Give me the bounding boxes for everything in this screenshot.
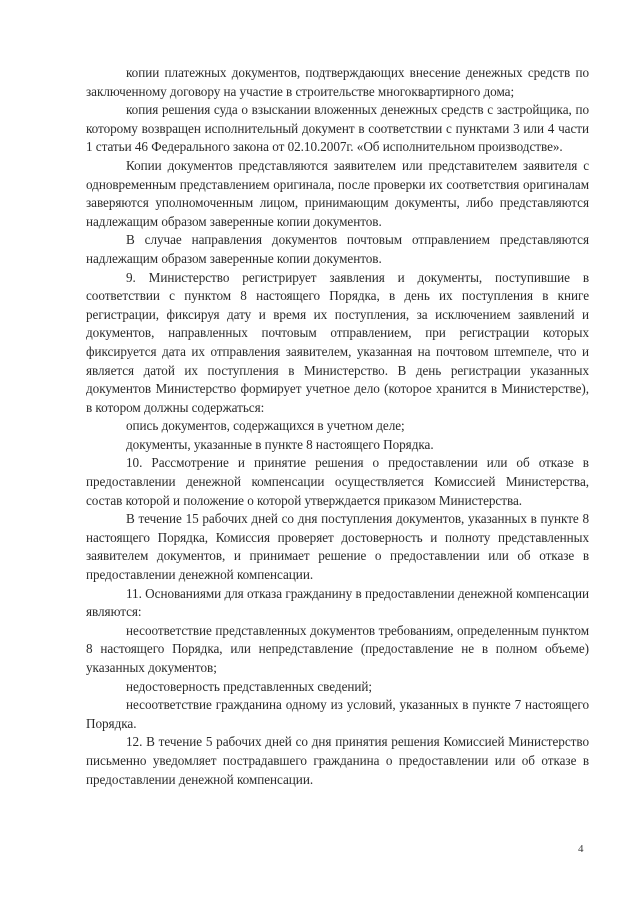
paragraph-item-11-refusal-grounds: 11. Основаниями для отказа гражданину в предоставлении денежной компенсации являются:: [86, 585, 589, 620]
page-number: 4: [578, 843, 584, 855]
paragraph-unreliable-info: недостоверность представленных сведений;: [126, 678, 373, 694]
document-body: [86, 64, 589, 789]
paragraph-court-decision: копия решения суда о взыскании вложенных денежных средств с застройщика, по которому возвращен исполнительный документ в соответствии с пунктами 3 или 4 части 1 статьи 46 Федерального закона от 02.10.2007г. «Об исполнительном производстве».: [86, 102, 589, 155]
paragraph-copies-submission: Копии документов представляются заявителем или представителем заявителя с одновременным представлением оригинала, после проверки их соответствия оригиналам заверяются уполномоченным лицом, принимающим документы, либо представляются надлежащим образом заверенные копии документов.: [86, 157, 589, 229]
paragraph-item-10-commission: 10. Рассмотрение и принятие решения о предоставлении или об отказе в предоставлении денежной компенсации осуществляется Комиссией Министерства, состав которой и положение о которой утверждается приказом Министерства.: [86, 455, 589, 508]
paragraph-item-12-notification: 12. В течение 5 рабочих дней со дня принятия решения Комиссией Министерство письменно уведомляет пострадавшего гражданина о предоставлении или об отказе в предоставлении денежной компенсации.: [86, 734, 589, 787]
paragraph-item-9-registration: 9. Министерство регистрирует заявления и документы, поступившие в соответствии с пунктом 8 настоящего Порядка, в день их поступления в книге регистрации, фиксируя дату и время их поступления, за исключением заявлений и документов, направленных почтовым отправлением, при регистрации которых фиксируется дата их отправления заявителем, указанная на почтовом штемпеле, что и является датой их поступления в Министерство. В день регистрации указанных документов Министерство формирует учетное дело (которое хранится в Министерстве), в котором должны содержаться:: [86, 269, 589, 415]
paragraph-15-days-review: В течение 15 рабочих дней со дня поступления документов, указанных в пункте 8 настоящего Порядка, Комиссия проверяет достоверность и полноту представленных заявителем документов, и принимает решение о предоставлении или об отказе в предоставлении денежной компенсации.: [86, 511, 589, 583]
paragraph-postal-submission: В случае направления документов почтовым отправлением представляются надлежащим образом заверенные копии документов.: [86, 232, 589, 266]
paragraph-inventory: опись документов, содержащихся в учетном деле;: [126, 418, 405, 434]
paragraph-nonconformity-documents: несоответствие представленных документов требованиям, определенным пунктом 8 настоящего Порядка, или непредставление (предоставление не в полном объеме) указанных документов;: [86, 622, 589, 675]
paragraph-nonconformity-citizen: несоответствие гражданина одному из условий, указанных в пункте 7 настоящего Порядка.: [86, 697, 589, 731]
paragraph-payment-copies: копии платежных документов, подтверждающих внесение денежных средств по заключенному договору на участие в строительстве многоквартирного дома;: [86, 65, 589, 99]
paragraph-documents-item-8: документы, указанные в пункте 8 настоящего Порядка.: [126, 436, 434, 452]
